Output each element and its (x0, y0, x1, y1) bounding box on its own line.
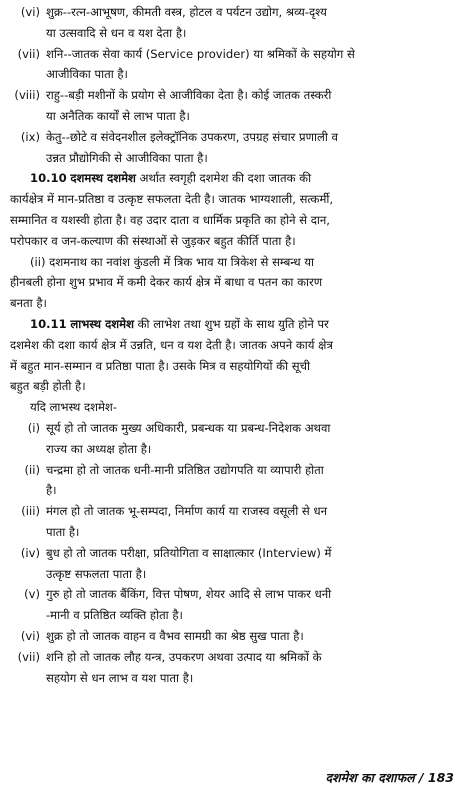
list-item-text (46, 460, 454, 502)
list-item-number: (vi) (20, 628, 40, 643)
list-item-line: मंगल हो तो जातक भू-सम्पदा, निर्माण कार्य या राजस्व वसूली से धन (46, 504, 328, 519)
paragraph-line: दशमेश की दशा कार्य क्षेत्र में उन्नति, धन व यश देती है। जातक अपने कार्य क्षेत्र (10, 337, 333, 352)
paragraph-line: परोपकार व जन-कल्याण की संस्थाओं से जुड़कर बहुत कीर्ति पाता है। (10, 233, 296, 248)
list-item-text (46, 647, 454, 689)
section-10-11 (10, 314, 454, 418)
list-item-text (46, 418, 454, 460)
section-text: अर्थात स्वगृही दशमेश की दशा जातक की (139, 171, 312, 186)
list-item-number: (vii) (17, 649, 40, 664)
paragraph-line: बहुत बड़ी होती है। (10, 379, 86, 394)
list-item-line: सूर्य हो तो जातक मुख्य अधिकारी, प्रबन्धक या प्रबन्ध-निदेशक अथवा (46, 420, 331, 435)
list-item-number: (ix) (20, 129, 40, 144)
list-item-line: चन्द्रमा हो तो जातक धनी-मानी प्रतिष्ठित उद्योगपति या व्यापारी होता (46, 462, 324, 477)
section-heading-line (10, 314, 454, 335)
list-item-text (46, 44, 454, 86)
paragraph-line: हीनबली होना शुभ प्रभाव में कमी देकर कार्य क्षेत्र में बाधा व पतन का कारण (10, 275, 323, 290)
list-item-number: (iv) (20, 545, 40, 560)
list-item-line: गुरु हो तो जातक बैंकिंग, वित्त पोषण, शेयर आदि से लाभ पाकर धनी (46, 587, 332, 602)
list-item-line: राज्य का अध्यक्ष होता है। (46, 441, 152, 456)
list-item-line: सहयोग से धन लाभ व यश पाता है। (46, 670, 194, 685)
list-item-line: पाता है। (46, 524, 80, 539)
section-10-10 (10, 168, 454, 251)
list-item-number: (vi) (20, 5, 40, 19)
list-item-line: शुक्र--रत्न-आभूषण, कीमती वस्त्र, होटल व पर्यटन उद्योग, श्रव्य-दृश्य (46, 5, 327, 19)
section-number: 10.11 (30, 316, 67, 331)
list-item (10, 85, 454, 127)
list-item-number: (viii) (14, 88, 40, 103)
list-item-line: बुध हो तो जातक परीक्षा, प्रतियोगिता व साक्षात्कार (Interview) में (46, 545, 332, 560)
list-item (10, 501, 454, 543)
list-intro: यदि लाभस्थ दशमेश- (30, 400, 117, 415)
list-item (10, 584, 454, 626)
section-title: दशमस्थ दशमेश (70, 171, 136, 186)
list-item-text (46, 626, 454, 647)
list-item-line: केतु--छोटे व संवेदनशील इलेक्ट्रॉनिक उपकरण, उपग्रह संचार प्रणाली व (46, 129, 338, 144)
list-item-line: राहु--बड़ी मशीनों के प्रयोग से आजीविका देता है। कोई जातक तस्करी (46, 88, 332, 103)
list-item-number: (ii) (24, 462, 40, 477)
list-item-text (46, 543, 454, 585)
list-item (10, 418, 454, 460)
list-item (10, 647, 454, 689)
list-item-text (46, 85, 454, 127)
paragraph-line: में बहुत मान-सम्मान व प्रतिष्ठा पाता है। उसके मित्र व सहयोगियों की सूची (10, 358, 310, 373)
paragraph-line: सम्मानित व यशस्वी होता है। वह उदार दाता व धार्मिक प्रकृति का होने से दान, (10, 212, 330, 227)
list-item (10, 44, 454, 86)
list-item-number: (iii) (21, 504, 40, 519)
list-item (10, 460, 454, 502)
section-text: की लाभेश तथा शुभ ग्रहों के साथ युति होने पर (137, 316, 329, 331)
section-heading-line (10, 168, 454, 189)
list-item-line: शुक्र हो तो जातक वाहन व वैभव सामग्री का श्रेष्ठ सुख पाता है। (46, 628, 304, 643)
list-item-line: आजीविका पाता है। (46, 67, 128, 82)
list-item-text (46, 584, 454, 626)
list-item-line: है। (46, 483, 57, 498)
list-item-number: (vii) (17, 46, 40, 61)
list-item (10, 626, 454, 647)
list-item (10, 543, 454, 585)
list-item-number: (v) (24, 587, 40, 602)
list-item-line: या अनैतिक कार्यों से लाभ पाता है। (46, 108, 190, 123)
list-item-line: उत्कृष्ट सफलता पाता है। (46, 566, 147, 581)
page-footer: दशमेश का दशाफल / 183 (325, 770, 454, 785)
paragraph-line: बनता है। (10, 296, 47, 311)
book-page (10, 2, 454, 792)
list-item-text (46, 2, 454, 44)
list-item-line: या उत्सवादि से धन व यश देता है। (46, 25, 187, 40)
paragraph-line: कार्यक्षेत्र में मान-प्रतिष्ठा व उत्कृष्ट सफलता देती है। जातक भाग्यशाली, सत्कर्मी, (10, 192, 334, 207)
list-b (10, 418, 454, 688)
list-item-line: उन्नत प्रौद्योगिकी से आजीविका पाता है। (46, 150, 208, 165)
paragraph-line: (ii) दशमनाथ का नवांश कुंडली में त्रिक भाव या त्रिकेश से सम्बन्ध या (30, 254, 315, 269)
list-item (10, 127, 454, 169)
list-item-line: -मानी व प्रतिष्ठित व्यक्ति होता है। (46, 608, 183, 623)
paragraph-ii (10, 252, 454, 314)
list-a (10, 2, 454, 168)
list-item-line: शनि--जातक सेवा कार्य (Service provider) या श्रमिकों के सहयोग से (46, 46, 355, 61)
list-item-text (46, 127, 454, 169)
list-item-text (46, 501, 454, 543)
list-item-line: शनि हो तो जातक लौह यन्त्र, उपकरण अथवा उत्पाद या श्रमिकों के (46, 649, 322, 664)
list-item-number: (i) (27, 420, 40, 435)
list-item (10, 2, 454, 44)
section-title: लाभस्थ दशमेश (70, 316, 134, 331)
section-number: 10.10 (30, 171, 67, 186)
